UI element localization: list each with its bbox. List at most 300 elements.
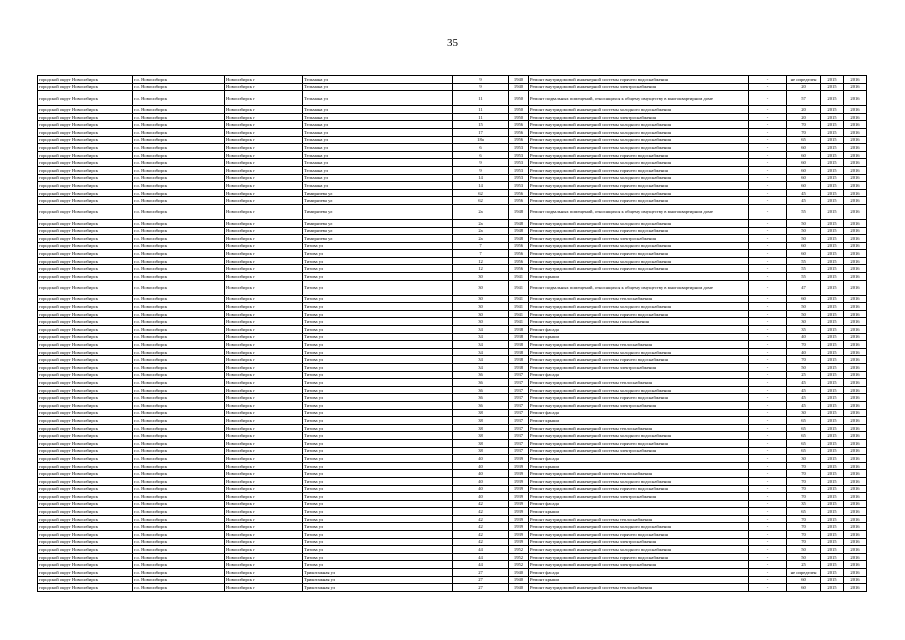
work-type-cell: Ремонт внутридомовой инженерной системы горячего водоснабжения bbox=[529, 250, 749, 258]
wear-percent-cell: 65 bbox=[787, 136, 821, 144]
dash-cell: - bbox=[749, 121, 787, 129]
city-cell: Новосибирск г bbox=[225, 227, 303, 235]
street-cell: Тельмана ул bbox=[303, 91, 453, 106]
work-type-cell: Ремонт внутридомовой инженерной системы горячего водоснабжения bbox=[529, 553, 749, 561]
table-row bbox=[38, 364, 867, 372]
street-cell: Титова ул bbox=[303, 265, 453, 273]
work-type-cell: Ремонт фасада bbox=[529, 455, 749, 463]
wear-percent-cell: 35 bbox=[787, 326, 821, 334]
build-year-cell: 1952 bbox=[509, 561, 529, 569]
house-number-cell: 36 bbox=[453, 401, 509, 409]
street-cell: Титова ул bbox=[303, 409, 453, 417]
wear-percent-cell: 20 bbox=[787, 113, 821, 121]
plan-year-start-cell: 2015 bbox=[821, 151, 844, 159]
city-cell: Новосибирск г bbox=[225, 371, 303, 379]
dash-cell: - bbox=[749, 371, 787, 379]
plan-year-end-cell: 2016 bbox=[844, 166, 867, 174]
house-number-cell: 42 bbox=[453, 531, 509, 539]
work-type-cell: Ремонт крыши bbox=[529, 508, 749, 516]
city-cell: Новосибирск г bbox=[225, 523, 303, 531]
dash-cell: - bbox=[749, 326, 787, 334]
street-cell: Титова ул bbox=[303, 348, 453, 356]
work-type-cell: Ремонт внутридомовой инженерной системы холодного водоснабжения bbox=[529, 242, 749, 250]
city-cell: Новосибирск г bbox=[225, 219, 303, 227]
municipality-cell: городской округ Новосибирск bbox=[38, 159, 133, 167]
build-year-cell: 1956 bbox=[509, 242, 529, 250]
plan-year-start-cell: 2015 bbox=[821, 348, 844, 356]
district-cell: г.о. Новосибирск bbox=[133, 417, 225, 425]
district-cell: г.о. Новосибирск bbox=[133, 189, 225, 197]
build-year-cell: 1939 bbox=[509, 531, 529, 539]
work-type-cell: Ремонт подвальных помещений, относящихся к общему имуществу в многоквартирном доме bbox=[529, 204, 749, 219]
district-cell: г.о. Новосибирск bbox=[133, 523, 225, 531]
district-cell: г.о. Новосибирск bbox=[133, 356, 225, 364]
plan-year-start-cell: 2015 bbox=[821, 159, 844, 167]
work-type-cell: Ремонт фасада bbox=[529, 326, 749, 334]
plan-year-start-cell: 2015 bbox=[821, 166, 844, 174]
house-number-cell: 9 bbox=[453, 159, 509, 167]
table-row bbox=[38, 394, 867, 402]
plan-year-start-cell: 2015 bbox=[821, 523, 844, 531]
district-cell: г.о. Новосибирск bbox=[133, 257, 225, 265]
dash-cell: - bbox=[749, 485, 787, 493]
city-cell: Новосибирск г bbox=[225, 576, 303, 584]
street-cell: Титова ул bbox=[303, 386, 453, 394]
street-cell: Титова ул bbox=[303, 546, 453, 554]
work-type-cell: Ремонт внутридомовой инженерной системы холодного водоснабжения bbox=[529, 303, 749, 311]
work-type-cell: Ремонт крыши bbox=[529, 273, 749, 281]
work-type-cell: Ремонт внутридомовой инженерной системы горячего водоснабжения bbox=[529, 531, 749, 539]
plan-year-start-cell: 2015 bbox=[821, 128, 844, 136]
plan-year-end-cell: 2016 bbox=[844, 151, 867, 159]
street-cell: Тимирязева ул bbox=[303, 227, 453, 235]
city-cell: Новосибирск г bbox=[225, 174, 303, 182]
city-cell: Новосибирск г bbox=[225, 197, 303, 205]
work-type-cell: Ремонт внутридомовой инженерной системы холодного водоснабжения bbox=[529, 477, 749, 485]
plan-year-start-cell: 2015 bbox=[821, 515, 844, 523]
house-number-cell: 30 bbox=[453, 318, 509, 326]
work-type-cell: Ремонт внутридомовой инженерной системы горячего водоснабжения bbox=[529, 182, 749, 190]
wear-percent-cell: 60 bbox=[787, 242, 821, 250]
district-cell: г.о. Новосибирск bbox=[133, 341, 225, 349]
city-cell: Новосибирск г bbox=[225, 189, 303, 197]
build-year-cell: 1937 bbox=[509, 379, 529, 387]
build-year-cell: 1956 bbox=[509, 136, 529, 144]
city-cell: Новосибирск г bbox=[225, 159, 303, 167]
plan-year-start-cell: 2015 bbox=[821, 121, 844, 129]
wear-percent-cell: 60 bbox=[787, 576, 821, 584]
district-cell: г.о. Новосибирск bbox=[133, 182, 225, 190]
build-year-cell: 1937 bbox=[509, 371, 529, 379]
municipality-cell: городской округ Новосибирск bbox=[38, 113, 133, 121]
municipality-cell: городской округ Новосибирск bbox=[38, 151, 133, 159]
plan-year-start-cell: 2015 bbox=[821, 310, 844, 318]
plan-year-start-cell: 2015 bbox=[821, 257, 844, 265]
table-row bbox=[38, 379, 867, 387]
plan-year-start-cell: 2015 bbox=[821, 341, 844, 349]
city-cell: Новосибирск г bbox=[225, 470, 303, 478]
dash-cell: - bbox=[749, 432, 787, 440]
table-row bbox=[38, 182, 867, 190]
plan-year-end-cell: 2016 bbox=[844, 113, 867, 121]
wear-percent-cell: 60 bbox=[787, 250, 821, 258]
city-cell: Новосибирск г bbox=[225, 531, 303, 539]
wear-percent-cell: 50 bbox=[787, 303, 821, 311]
plan-year-start-cell: 2015 bbox=[821, 333, 844, 341]
plan-year-start-cell: 2015 bbox=[821, 470, 844, 478]
district-cell: г.о. Новосибирск bbox=[133, 91, 225, 106]
street-cell: Тельмана ул bbox=[303, 76, 453, 84]
city-cell: Новосибирск г bbox=[225, 356, 303, 364]
plan-year-start-cell: 2015 bbox=[821, 280, 844, 295]
plan-year-end-cell: 2016 bbox=[844, 295, 867, 303]
work-type-cell: Ремонт внутридомовой инженерной системы холодного водоснабжения bbox=[529, 144, 749, 152]
district-cell: г.о. Новосибирск bbox=[133, 553, 225, 561]
street-cell: Тельмана ул bbox=[303, 106, 453, 114]
wear-percent-cell: 60 bbox=[787, 166, 821, 174]
street-cell: Титова ул bbox=[303, 273, 453, 281]
plan-year-end-cell: 2016 bbox=[844, 159, 867, 167]
city-cell: Новосибирск г bbox=[225, 326, 303, 334]
build-year-cell: 1950 bbox=[509, 113, 529, 121]
municipality-cell: городской округ Новосибирск bbox=[38, 144, 133, 152]
plan-year-start-cell: 2015 bbox=[821, 76, 844, 84]
build-year-cell: 1956 bbox=[509, 197, 529, 205]
table-row bbox=[38, 409, 867, 417]
build-year-cell: 1941 bbox=[509, 310, 529, 318]
wear-percent-cell: 60 bbox=[787, 151, 821, 159]
municipality-cell: городской округ Новосибирск bbox=[38, 432, 133, 440]
work-type-cell: Ремонт внутридомовой инженерной системы горячего водоснабжения bbox=[529, 227, 749, 235]
wear-percent-cell: 70 bbox=[787, 477, 821, 485]
work-type-cell: Ремонт внутридомовой инженерной системы холодного водоснабжения bbox=[529, 121, 749, 129]
build-year-cell: 1939 bbox=[509, 508, 529, 516]
municipality-cell: городской округ Новосибирск bbox=[38, 197, 133, 205]
city-cell: Новосибирск г bbox=[225, 401, 303, 409]
city-cell: Новосибирск г bbox=[225, 447, 303, 455]
build-year-cell: 1953 bbox=[509, 151, 529, 159]
street-cell: Тельмана ул bbox=[303, 144, 453, 152]
wear-percent-cell: 40 bbox=[787, 333, 821, 341]
dash-cell: - bbox=[749, 303, 787, 311]
plan-year-start-cell: 2015 bbox=[821, 477, 844, 485]
city-cell: Новосибирск г bbox=[225, 303, 303, 311]
city-cell: Новосибирск г bbox=[225, 235, 303, 243]
plan-year-start-cell: 2015 bbox=[821, 356, 844, 364]
wear-percent-cell: не определен bbox=[787, 569, 821, 577]
wear-percent-cell: 65 bbox=[787, 439, 821, 447]
municipality-cell: городской округ Новосибирск bbox=[38, 371, 133, 379]
wear-percent-cell: 50 bbox=[787, 310, 821, 318]
city-cell: Новосибирск г bbox=[225, 121, 303, 129]
plan-year-end-cell: 2016 bbox=[844, 280, 867, 295]
work-type-cell: Ремонт внутридомовой инженерной системы электроснабжения bbox=[529, 401, 749, 409]
table-row bbox=[38, 128, 867, 136]
dash-cell: - bbox=[749, 265, 787, 273]
build-year-cell: 1953 bbox=[509, 166, 529, 174]
plan-year-end-cell: 2016 bbox=[844, 500, 867, 508]
municipality-cell: городской округ Новосибирск bbox=[38, 553, 133, 561]
table-row bbox=[38, 197, 867, 205]
plan-year-end-cell: 2016 bbox=[844, 477, 867, 485]
table-row bbox=[38, 121, 867, 129]
dash-cell: - bbox=[749, 189, 787, 197]
table-row bbox=[38, 166, 867, 174]
plan-year-start-cell: 2015 bbox=[821, 83, 844, 91]
city-cell: Новосибирск г bbox=[225, 584, 303, 592]
build-year-cell: 1938 bbox=[509, 326, 529, 334]
house-number-cell: 2а bbox=[453, 227, 509, 235]
wear-percent-cell: 70 bbox=[787, 485, 821, 493]
plan-year-start-cell: 2015 bbox=[821, 204, 844, 219]
build-year-cell: 1940 bbox=[509, 584, 529, 592]
district-cell: г.о. Новосибирск bbox=[133, 455, 225, 463]
dash-cell: - bbox=[749, 417, 787, 425]
city-cell: Новосибирск г bbox=[225, 113, 303, 121]
district-cell: г.о. Новосибирск bbox=[133, 508, 225, 516]
build-year-cell: 1956 bbox=[509, 189, 529, 197]
plan-year-end-cell: 2016 bbox=[844, 182, 867, 190]
build-year-cell: 1937 bbox=[509, 394, 529, 402]
street-cell: Тельмана ул bbox=[303, 83, 453, 91]
table-row bbox=[38, 447, 867, 455]
district-cell: г.о. Новосибирск bbox=[133, 273, 225, 281]
table-row bbox=[38, 318, 867, 326]
table-row bbox=[38, 500, 867, 508]
house-number-cell: 9 bbox=[453, 76, 509, 84]
plan-year-start-cell: 2015 bbox=[821, 401, 844, 409]
plan-year-start-cell: 2015 bbox=[821, 303, 844, 311]
table-row bbox=[38, 470, 867, 478]
city-cell: Новосибирск г bbox=[225, 553, 303, 561]
table-row bbox=[38, 477, 867, 485]
work-type-cell: Ремонт внутридомовой инженерной системы холодного водоснабжения bbox=[529, 106, 749, 114]
table-row bbox=[38, 159, 867, 167]
city-cell: Новосибирск г bbox=[225, 166, 303, 174]
table-row bbox=[38, 91, 867, 106]
work-type-cell: Ремонт внутридомовой инженерной системы холодного водоснабжения bbox=[529, 136, 749, 144]
dash-cell: - bbox=[749, 136, 787, 144]
district-cell: г.о. Новосибирск bbox=[133, 76, 225, 84]
dash-cell: - bbox=[749, 364, 787, 372]
house-number-cell: 9 bbox=[453, 83, 509, 91]
work-type-cell: Ремонт крыши bbox=[529, 576, 749, 584]
house-number-cell: 2а bbox=[453, 235, 509, 243]
wear-percent-cell: 60 bbox=[787, 174, 821, 182]
municipality-cell: городской округ Новосибирск bbox=[38, 227, 133, 235]
table-row bbox=[38, 417, 867, 425]
street-cell: Титова ул bbox=[303, 401, 453, 409]
plan-year-end-cell: 2016 bbox=[844, 273, 867, 281]
work-type-cell: Ремонт внутридомовой инженерной системы холодного водоснабжения bbox=[529, 386, 749, 394]
plan-year-start-cell: 2015 bbox=[821, 409, 844, 417]
house-number-cell: 38 bbox=[453, 439, 509, 447]
street-cell: Трикотажная ул bbox=[303, 569, 453, 577]
street-cell: Титова ул bbox=[303, 356, 453, 364]
dash-cell: - bbox=[749, 204, 787, 219]
municipality-cell: городской округ Новосибирск bbox=[38, 386, 133, 394]
table-row bbox=[38, 424, 867, 432]
dash-cell: - bbox=[749, 561, 787, 569]
house-number-cell: 9 bbox=[453, 166, 509, 174]
dash-cell: - bbox=[749, 250, 787, 258]
city-cell: Новосибирск г bbox=[225, 477, 303, 485]
plan-year-start-cell: 2015 bbox=[821, 364, 844, 372]
house-number-cell: 42 bbox=[453, 523, 509, 531]
plan-year-end-cell: 2016 bbox=[844, 235, 867, 243]
work-type-cell: Ремонт внутридомовой инженерной системы горячего водоснабжения bbox=[529, 265, 749, 273]
street-cell: Титова ул bbox=[303, 523, 453, 531]
house-number-cell: 44 bbox=[453, 561, 509, 569]
wear-percent-cell: не определен bbox=[787, 76, 821, 84]
plan-year-end-cell: 2016 bbox=[844, 553, 867, 561]
house-number-cell: 38 bbox=[453, 409, 509, 417]
dash-cell: - bbox=[749, 500, 787, 508]
district-cell: г.о. Новосибирск bbox=[133, 174, 225, 182]
dash-cell: - bbox=[749, 379, 787, 387]
plan-year-end-cell: 2016 bbox=[844, 219, 867, 227]
street-cell: Титова ул bbox=[303, 318, 453, 326]
dash-cell: - bbox=[749, 576, 787, 584]
municipality-cell: городской округ Новосибирск bbox=[38, 356, 133, 364]
house-number-cell: 38 bbox=[453, 432, 509, 440]
house-number-cell: 42 bbox=[453, 538, 509, 546]
plan-year-end-cell: 2016 bbox=[844, 333, 867, 341]
city-cell: Новосибирск г bbox=[225, 508, 303, 516]
city-cell: Новосибирск г bbox=[225, 493, 303, 501]
street-cell: Тельмана ул bbox=[303, 136, 453, 144]
city-cell: Новосибирск г bbox=[225, 561, 303, 569]
build-year-cell: 1939 bbox=[509, 455, 529, 463]
municipality-cell: городской округ Новосибирск bbox=[38, 394, 133, 402]
street-cell: Титова ул bbox=[303, 310, 453, 318]
plan-year-end-cell: 2016 bbox=[844, 174, 867, 182]
municipality-cell: городской округ Новосибирск bbox=[38, 477, 133, 485]
house-number-cell: 11 bbox=[453, 91, 509, 106]
plan-year-end-cell: 2016 bbox=[844, 515, 867, 523]
municipality-cell: городской округ Новосибирск bbox=[38, 128, 133, 136]
dash-cell: - bbox=[749, 159, 787, 167]
house-number-cell: 42 bbox=[453, 500, 509, 508]
city-cell: Новосибирск г bbox=[225, 538, 303, 546]
municipality-cell: городской округ Новосибирск bbox=[38, 561, 133, 569]
house-number-cell: 36 bbox=[453, 394, 509, 402]
municipality-cell: городской округ Новосибирск bbox=[38, 424, 133, 432]
municipality-cell: городской округ Новосибирск bbox=[38, 485, 133, 493]
city-cell: Новосибирск г bbox=[225, 151, 303, 159]
work-type-cell: Ремонт внутридомовой инженерной системы электроснабжения bbox=[529, 83, 749, 91]
table-row bbox=[38, 76, 867, 84]
table-row bbox=[38, 273, 867, 281]
work-type-cell: Ремонт внутридомовой инженерной системы теплоснабжения bbox=[529, 515, 749, 523]
district-cell: г.о. Новосибирск bbox=[133, 227, 225, 235]
build-year-cell: 1948 bbox=[509, 219, 529, 227]
district-cell: г.о. Новосибирск bbox=[133, 477, 225, 485]
plan-year-end-cell: 2016 bbox=[844, 106, 867, 114]
municipality-cell: городской округ Новосибирск bbox=[38, 310, 133, 318]
plan-year-end-cell: 2016 bbox=[844, 417, 867, 425]
table-row bbox=[38, 174, 867, 182]
build-year-cell: 1952 bbox=[509, 546, 529, 554]
build-year-cell: 1940 bbox=[509, 76, 529, 84]
plan-year-end-cell: 2016 bbox=[844, 341, 867, 349]
work-type-cell: Ремонт внутридомовой инженерной системы горячего водоснабжения bbox=[529, 394, 749, 402]
plan-year-start-cell: 2015 bbox=[821, 432, 844, 440]
municipality-cell: городской округ Новосибирск bbox=[38, 439, 133, 447]
table-row bbox=[38, 386, 867, 394]
district-cell: г.о. Новосибирск bbox=[133, 348, 225, 356]
street-cell: Титова ул bbox=[303, 508, 453, 516]
street-cell: Титова ул bbox=[303, 432, 453, 440]
work-type-cell: Ремонт внутридомовой инженерной системы холодного водоснабжения bbox=[529, 128, 749, 136]
house-number-cell: 17 bbox=[453, 128, 509, 136]
plan-year-end-cell: 2016 bbox=[844, 371, 867, 379]
table-row bbox=[38, 295, 867, 303]
build-year-cell: 1937 bbox=[509, 401, 529, 409]
district-cell: г.о. Новосибирск bbox=[133, 326, 225, 334]
wear-percent-cell: 30 bbox=[787, 455, 821, 463]
municipality-cell: городской округ Новосибирск bbox=[38, 204, 133, 219]
house-number-cell: 36 bbox=[453, 386, 509, 394]
table-row bbox=[38, 455, 867, 463]
street-cell: Титова ул bbox=[303, 515, 453, 523]
wear-percent-cell: 55 bbox=[787, 273, 821, 281]
district-cell: г.о. Новосибирск bbox=[133, 470, 225, 478]
dash-cell: - bbox=[749, 447, 787, 455]
house-number-cell: 11 bbox=[453, 113, 509, 121]
dash-cell: - bbox=[749, 538, 787, 546]
city-cell: Новосибирск г bbox=[225, 242, 303, 250]
plan-year-end-cell: 2016 bbox=[844, 455, 867, 463]
wear-percent-cell: 47 bbox=[787, 280, 821, 295]
build-year-cell: 1939 bbox=[509, 462, 529, 470]
plan-year-start-cell: 2015 bbox=[821, 553, 844, 561]
work-type-cell: Ремонт внутридомовой инженерной системы горячего водоснабжения bbox=[529, 166, 749, 174]
district-cell: г.о. Новосибирск bbox=[133, 333, 225, 341]
table-row bbox=[38, 485, 867, 493]
dash-cell: - bbox=[749, 310, 787, 318]
house-number-cell: 40 bbox=[453, 462, 509, 470]
street-cell: Титова ул bbox=[303, 303, 453, 311]
municipality-cell: городской округ Новосибирск bbox=[38, 470, 133, 478]
district-cell: г.о. Новосибирск bbox=[133, 493, 225, 501]
plan-year-end-cell: 2016 bbox=[844, 538, 867, 546]
city-cell: Новосибирск г bbox=[225, 265, 303, 273]
plan-year-start-cell: 2015 bbox=[821, 424, 844, 432]
plan-year-start-cell: 2015 bbox=[821, 394, 844, 402]
wear-percent-cell: 65 bbox=[787, 508, 821, 516]
street-cell: Тельмана ул bbox=[303, 121, 453, 129]
house-number-cell: 44 bbox=[453, 546, 509, 554]
build-year-cell: 1937 bbox=[509, 417, 529, 425]
plan-year-end-cell: 2016 bbox=[844, 576, 867, 584]
table-row bbox=[38, 356, 867, 364]
build-year-cell: 1937 bbox=[509, 447, 529, 455]
plan-year-start-cell: 2015 bbox=[821, 455, 844, 463]
table-row bbox=[38, 136, 867, 144]
wear-percent-cell: 70 bbox=[787, 128, 821, 136]
plan-year-end-cell: 2016 bbox=[844, 136, 867, 144]
work-type-cell: Ремонт внутридомовой инженерной системы электроснабжения bbox=[529, 538, 749, 546]
plan-year-start-cell: 2015 bbox=[821, 197, 844, 205]
municipality-cell: городской округ Новосибирск bbox=[38, 455, 133, 463]
house-number-cell: 62 bbox=[453, 197, 509, 205]
work-type-cell: Ремонт внутридомовой инженерной системы горячего водоснабжения bbox=[529, 310, 749, 318]
city-cell: Новосибирск г bbox=[225, 310, 303, 318]
plan-year-start-cell: 2015 bbox=[821, 379, 844, 387]
street-cell: Титова ул bbox=[303, 477, 453, 485]
street-cell: Титова ул bbox=[303, 531, 453, 539]
